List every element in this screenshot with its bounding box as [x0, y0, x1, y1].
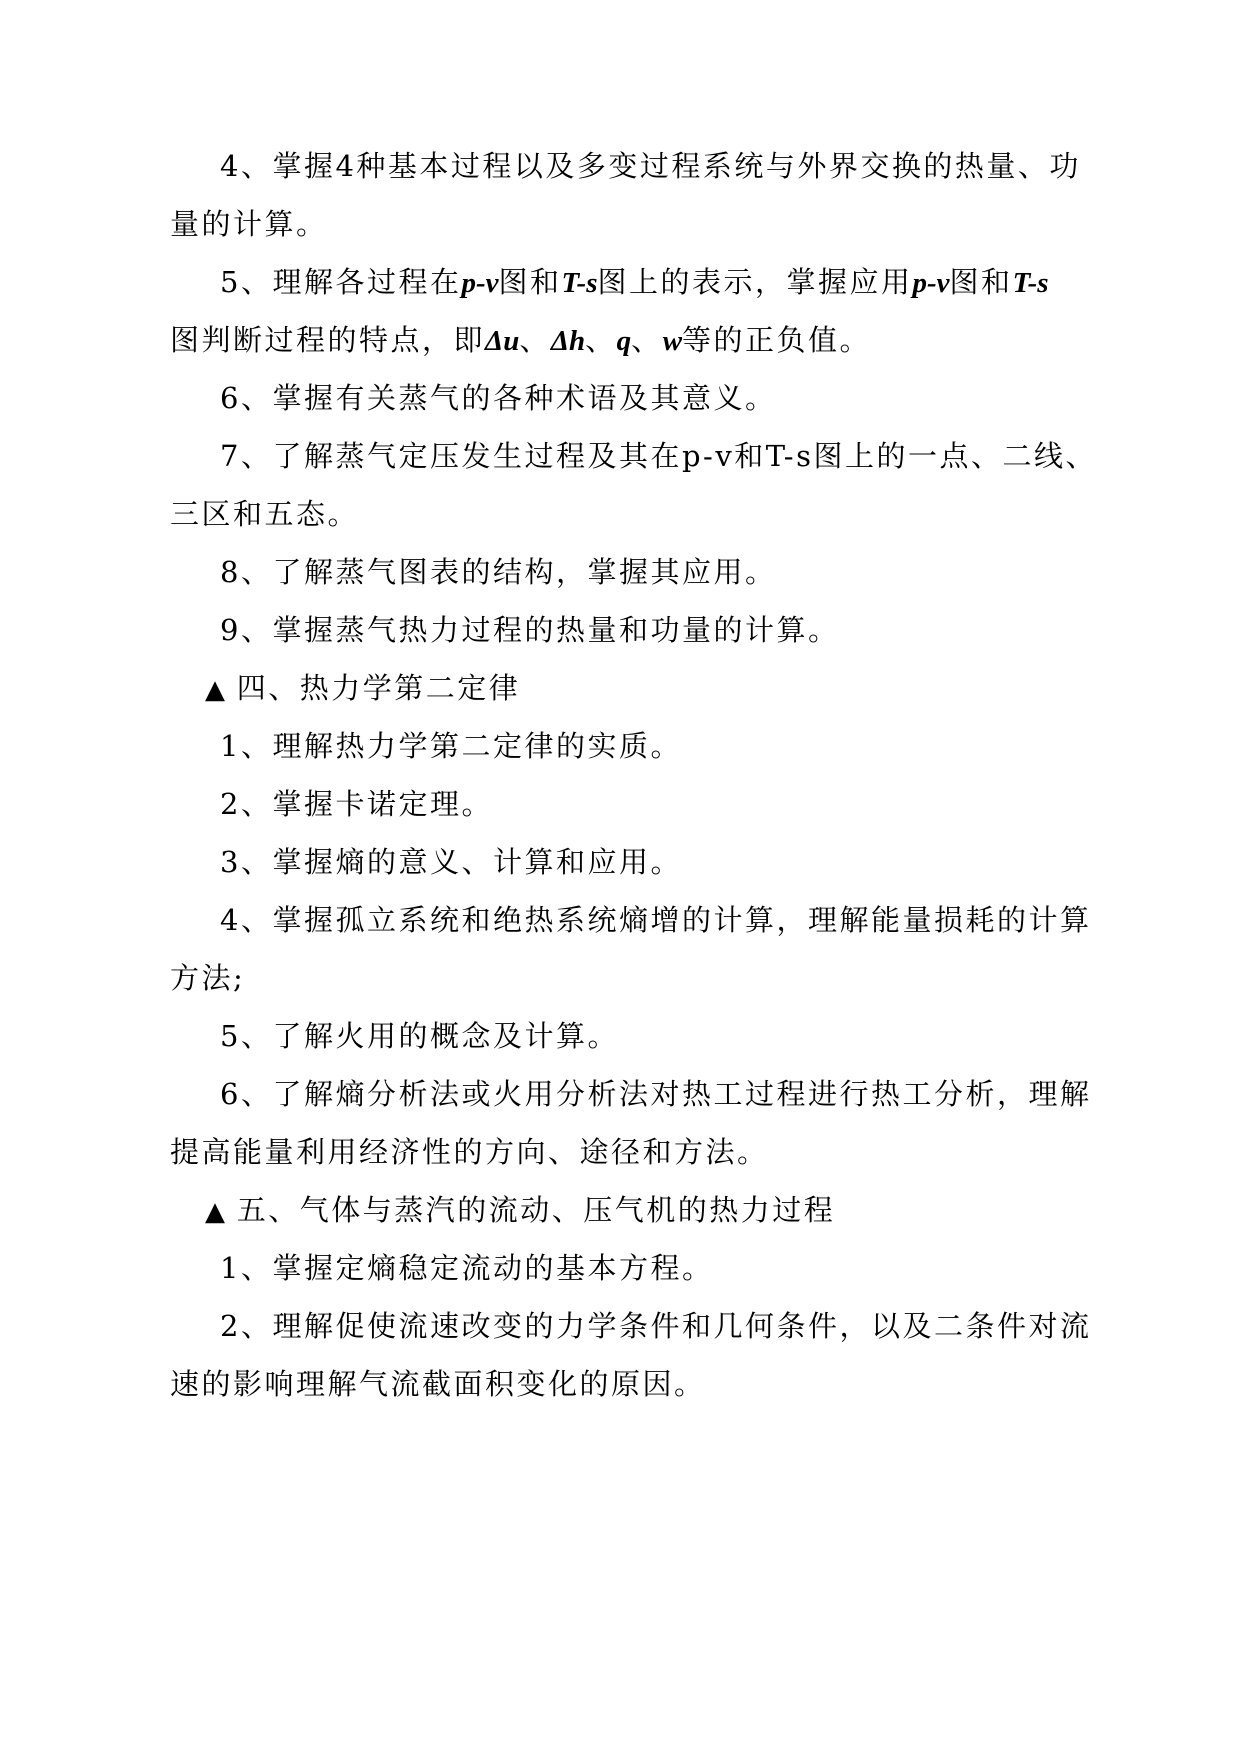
item-5-text: 图和 [498, 265, 562, 299]
item-5-text: 图判断过程的特点，即 [170, 323, 486, 357]
item-6: 6、掌握有关蒸气的各种术语及其意义。 [220, 381, 777, 415]
item-5-text: 图和 [949, 265, 1013, 299]
section-5-item-2-line-1: 2、理解促使流速改变的力学条件和几何条件，以及二条件对流 [220, 1309, 1092, 1343]
delta-u-symbol: Δu [485, 325, 520, 357]
item-5-text: 等的正负值。 [682, 323, 872, 357]
triangle-marker-icon: ▲ [205, 675, 225, 705]
section-4-item-2: 2、掌握卡诺定理。 [220, 787, 493, 821]
separator: 、 [519, 323, 551, 357]
section-4-title: 四、热力学第二定律 [236, 671, 521, 705]
q-symbol: q [616, 325, 632, 357]
section-5-heading [205, 1192, 835, 1230]
w-symbol: w [662, 325, 683, 357]
section-4-item-6-line-2: 提高能量利用经济性的方向、途径和方法。 [170, 1135, 769, 1169]
separator: 、 [631, 323, 663, 357]
item-5-line-2 [170, 322, 871, 359]
item-5-text: 5、理解各过程在 [220, 265, 462, 299]
ts-symbol: T-s [1012, 267, 1049, 299]
section-4-item-4-line-1: 4、掌握孤立系统和绝热系统熵增的计算，理解能量损耗的计算 [220, 903, 1092, 937]
triangle-marker-icon: ▲ [205, 1197, 225, 1227]
item-9: 9、掌握蒸气热力过程的热量和功量的计算。 [220, 613, 840, 647]
section-4-heading [205, 670, 520, 708]
pv-symbol: p-v [461, 267, 499, 299]
delta-h-symbol: Δh [550, 325, 586, 357]
item-7-line-1: 7、了解蒸气定压发生过程及其在p-v和T-s图上的一点、二线、 [220, 439, 1097, 473]
section-4-item-6-line-1: 6、了解熵分析法或火用分析法对热工过程进行热工分析，理解 [220, 1077, 1092, 1111]
separator: 、 [585, 323, 617, 357]
section-4-item-1: 1、理解热力学第二定律的实质。 [220, 729, 682, 763]
section-4-item-4-line-2: 方法; [170, 961, 246, 995]
section-4-item-3: 3、掌握熵的意义、计算和应用。 [220, 845, 682, 879]
item-7-line-2: 三区和五态。 [170, 497, 360, 531]
pv-symbol: p-v [912, 267, 950, 299]
item-8: 8、了解蒸气图表的结构，掌握其应用。 [220, 555, 777, 589]
section-5-item-1: 1、掌握定熵稳定流动的基本方程。 [220, 1251, 714, 1285]
item-5-text: 图上的表示，掌握应用 [597, 265, 913, 299]
ts-symbol: T-s [561, 267, 598, 299]
section-5-item-2-line-2: 速的影响理解气流截面积变化的原因。 [170, 1367, 706, 1401]
section-4-item-5: 5、了解火用的概念及计算。 [220, 1019, 619, 1053]
section-5-title: 五、气体与蒸汽的流动、压气机的热力过程 [236, 1193, 836, 1227]
item-4-line-2: 量的计算。 [170, 207, 328, 241]
item-5-line-1 [220, 264, 1049, 301]
item-4-line-1: 4、掌握4种基本过程以及多变过程系统与外界交换的热量、功 [220, 149, 1081, 183]
